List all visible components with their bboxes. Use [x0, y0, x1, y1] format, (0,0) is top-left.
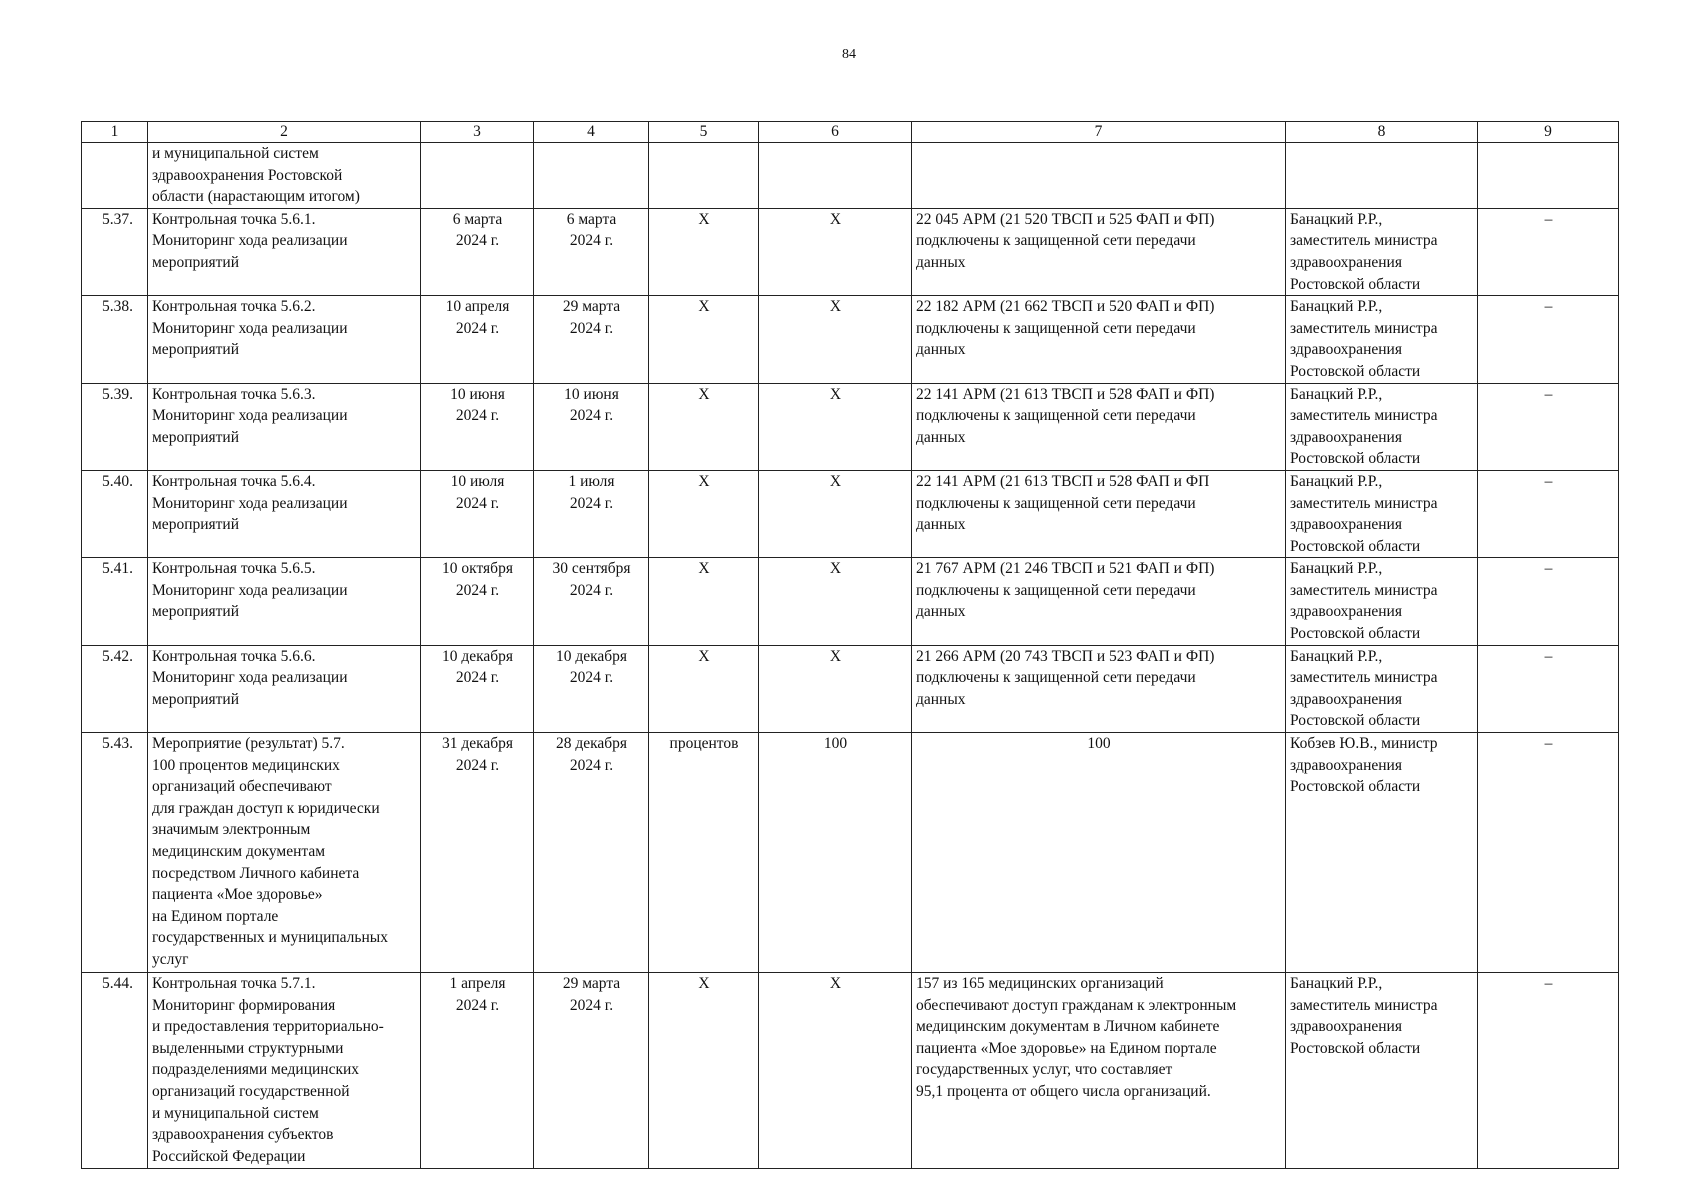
result-description: 100 — [912, 733, 1286, 973]
result-description: 22 182 АРМ (21 662 ТВСП и 520 ФАП и ФП) подключены к защищенной сети передачи данных — [912, 296, 1286, 383]
result-description: 21 767 АРМ (21 246 ТВСП и 521 ФАП и ФП) подключены к защищенной сети передачи данных — [912, 558, 1286, 645]
event-name: и муниципальной систем здравоохранения Ростовской области (нарастающим итогом) — [148, 143, 421, 209]
row-number: 5.38. — [82, 296, 148, 383]
note: – — [1478, 383, 1619, 470]
row-number: 5.37. — [82, 208, 148, 295]
note — [1478, 143, 1619, 209]
planned-date: 1 апреля 2024 г. — [421, 973, 534, 1169]
note: – — [1478, 645, 1619, 732]
result-description: 157 из 165 медицинских организаций обеспечивают доступ гражданам к электронным медицинским документам в Личном кабинете пациента «Мое здоровье» на Едином портале государственных услуг, что составляет 95,1 процента от общего числа организаций. — [912, 973, 1286, 1169]
page-number: 84 — [842, 47, 856, 62]
planned-value — [759, 143, 912, 209]
unit: Х — [649, 208, 759, 295]
actual-date — [534, 143, 649, 209]
actual-date: 10 июня 2024 г. — [534, 383, 649, 470]
actual-date: 29 марта 2024 г. — [534, 973, 649, 1169]
unit: Х — [649, 645, 759, 732]
planned-value: Х — [759, 558, 912, 645]
result-description: 22 045 АРМ (21 520 ТВСП и 525 ФАП и ФП) подключены к защищенной сети передачи данных — [912, 208, 1286, 295]
unit: Х — [649, 296, 759, 383]
responsible-person: Банацкий Р.Р., заместитель министра здравоохранения Ростовской области — [1286, 470, 1478, 557]
planned-value: Х — [759, 208, 912, 295]
actual-date: 28 декабря 2024 г. — [534, 733, 649, 973]
table-row — [82, 558, 1619, 645]
note: – — [1478, 470, 1619, 557]
responsible-person — [1286, 143, 1478, 209]
planned-date: 10 октября 2024 г. — [421, 558, 534, 645]
column-header: 4 — [534, 122, 649, 143]
unit: процентов — [649, 733, 759, 973]
responsible-person: Банацкий Р.Р., заместитель министра здравоохранения Ростовской области — [1286, 558, 1478, 645]
unit: Х — [649, 470, 759, 557]
event-name: Контрольная точка 5.6.1. Мониторинг хода реализации мероприятий — [148, 208, 421, 295]
row-number: 5.43. — [82, 733, 148, 973]
note: – — [1478, 208, 1619, 295]
planned-date: 10 декабря 2024 г. — [421, 645, 534, 732]
planned-date: 10 апреля 2024 г. — [421, 296, 534, 383]
responsible-person: Банацкий Р.Р., заместитель министра здравоохранения Ростовской области — [1286, 208, 1478, 295]
planned-value: Х — [759, 470, 912, 557]
actual-date: 30 сентября 2024 г. — [534, 558, 649, 645]
event-name: Контрольная точка 5.7.1. Мониторинг формирования и предоставления территориально- выделенными структурными подразделениями медицинских организаций государственной и муниципальной систем здравоохранения субъектов Российской Федерации — [148, 973, 421, 1169]
row-number — [82, 143, 148, 209]
row-number: 5.40. — [82, 470, 148, 557]
planned-date: 10 июля 2024 г. — [421, 470, 534, 557]
responsible-person: Банацкий Р.Р., заместитель министра здравоохранения Ростовской области — [1286, 383, 1478, 470]
responsible-person: Банацкий Р.Р., заместитель министра здравоохранения Ростовской области — [1286, 296, 1478, 383]
event-name: Контрольная точка 5.6.2. Мониторинг хода реализации мероприятий — [148, 296, 421, 383]
table-row — [82, 143, 1619, 209]
row-number: 5.39. — [82, 383, 148, 470]
planned-date — [421, 143, 534, 209]
planned-date: 31 декабря 2024 г. — [421, 733, 534, 973]
note: – — [1478, 973, 1619, 1169]
planned-date: 6 марта 2024 г. — [421, 208, 534, 295]
column-header: 3 — [421, 122, 534, 143]
planned-date: 10 июня 2024 г. — [421, 383, 534, 470]
planned-value: Х — [759, 645, 912, 732]
event-name: Контрольная точка 5.6.3. Мониторинг хода реализации мероприятий — [148, 383, 421, 470]
column-header: 6 — [759, 122, 912, 143]
result-description — [912, 143, 1286, 209]
actual-date: 10 декабря 2024 г. — [534, 645, 649, 732]
unit — [649, 143, 759, 209]
actual-date: 1 июля 2024 г. — [534, 470, 649, 557]
row-number: 5.44. — [82, 973, 148, 1169]
result-description: 21 266 АРМ (20 743 ТВСП и 523 ФАП и ФП) подключены к защищенной сети передачи данных — [912, 645, 1286, 732]
column-header: 7 — [912, 122, 1286, 143]
result-description: 22 141 АРМ (21 613 ТВСП и 528 ФАП и ФП) подключены к защищенной сети передачи данных — [912, 383, 1286, 470]
result-description: 22 141 АРМ (21 613 ТВСП и 528 ФАП и ФП подключены к защищенной сети передачи данных — [912, 470, 1286, 557]
table-row — [82, 645, 1619, 732]
table-row — [82, 470, 1619, 557]
table-row — [82, 973, 1619, 1169]
event-name: Контрольная точка 5.6.6. Мониторинг хода реализации мероприятий — [148, 645, 421, 732]
event-name: Контрольная точка 5.6.5. Мониторинг хода реализации мероприятий — [148, 558, 421, 645]
event-name: Мероприятие (результат) 5.7. 100 процентов медицинских организаций обеспечивают для граждан доступ к юридически значимым электронным медицинским документам посредством Личного кабинета пациента «Мое здоровье» на Едином портале государственных и муниципальных услуг — [148, 733, 421, 973]
planned-value: Х — [759, 973, 912, 1169]
column-header: 8 — [1286, 122, 1478, 143]
note: – — [1478, 733, 1619, 973]
planned-value: Х — [759, 296, 912, 383]
unit: Х — [649, 383, 759, 470]
unit: Х — [649, 558, 759, 645]
actual-date: 29 марта 2024 г. — [534, 296, 649, 383]
table-row — [82, 208, 1619, 295]
row-number: 5.41. — [82, 558, 148, 645]
planned-value: Х — [759, 383, 912, 470]
row-number: 5.42. — [82, 645, 148, 732]
responsible-person: Банацкий Р.Р., заместитель министра здравоохранения Ростовской области — [1286, 645, 1478, 732]
column-header: 5 — [649, 122, 759, 143]
responsible-person: Кобзев Ю.В., министр здравоохранения Ростовской области — [1286, 733, 1478, 973]
note: – — [1478, 296, 1619, 383]
event-name: Контрольная точка 5.6.4. Мониторинг хода реализации мероприятий — [148, 470, 421, 557]
table-row — [82, 383, 1619, 470]
column-header: 1 — [82, 122, 148, 143]
control-points-table — [81, 121, 1619, 1169]
column-header: 2 — [148, 122, 421, 143]
unit: Х — [649, 973, 759, 1169]
note: – — [1478, 558, 1619, 645]
header-row — [82, 122, 1619, 143]
responsible-person: Банацкий Р.Р., заместитель министра здравоохранения Ростовской области — [1286, 973, 1478, 1169]
table-row — [82, 296, 1619, 383]
table-row — [82, 733, 1619, 973]
column-header: 9 — [1478, 122, 1619, 143]
actual-date: 6 марта 2024 г. — [534, 208, 649, 295]
planned-value: 100 — [759, 733, 912, 973]
